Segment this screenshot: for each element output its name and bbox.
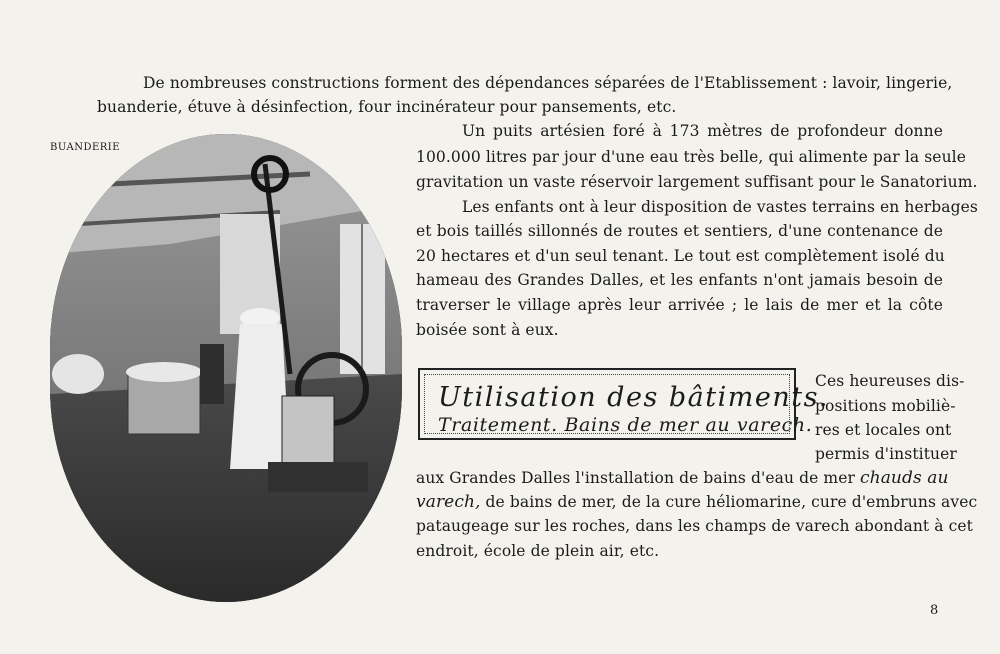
section-subtitle: Traitement. Bains de mer au varech.: [438, 414, 813, 436]
paragraph4-line4: endroit, école de plein air, etc.: [416, 542, 660, 560]
paragraph2-line2: 100.000 litres par jour d'une eau très belle, qui alimente par la seule: [416, 148, 966, 166]
paragraph1-line1: De nombreuses constructions forment des dépendances séparées de l'Etablissement : lavoir, lingerie,: [143, 74, 953, 92]
side-text-line1: Ces heureuses dis-: [815, 372, 965, 390]
page-number: 8: [930, 603, 939, 618]
paragraph4-line2-italic: varech,: [416, 492, 481, 512]
side-text-line3: res et locales ont: [815, 421, 952, 439]
side-text-line4: permis d'instituer: [815, 445, 957, 463]
paragraph3-line4: hameau des Grandes Dalles, et les enfants n'ont jamais besoin de: [416, 271, 943, 289]
paragraph4-line2: [416, 492, 978, 512]
paragraph3-line3: 20 hectares et d'un seul tenant. Le tout est complètement isolé du: [416, 247, 945, 265]
paragraph4-line1-italic: chauds au: [860, 468, 949, 488]
paragraph4-line1-start: aux Grandes Dalles l'installation de bains d'eau de mer: [416, 469, 855, 487]
laundry-photo: [50, 134, 402, 602]
paragraph3-line5: traverser le village après leur arrivée ; le lais de mer et la côte: [416, 296, 943, 314]
paragraph2-line1: Un puits artésien foré à 173 mètres de profondeur donne: [462, 122, 943, 140]
photo-caption: BUANDERIE: [50, 142, 121, 153]
paragraph4-line3: pataugeage sur les roches, dans les champs de varech abondant à cet: [416, 517, 974, 535]
paragraph3-line2: et bois taillés sillonnés de routes et sentiers, d'une contenance de: [416, 222, 943, 240]
paragraph1-line2: buanderie, étuve à désinfection, four incinérateur pour pansements, etc.: [97, 98, 677, 116]
section-heading-box: [418, 368, 830, 440]
laundry-illustration: [50, 134, 402, 602]
side-text-line2: positions mobiliè-: [815, 397, 956, 415]
paragraph4-line2-rest: de bains de mer, de la cure héliomarine, cure d'embruns avec: [485, 493, 978, 511]
paragraph2-line3: gravitation un vaste réservoir largement suffisant pour le Sanatorium.: [416, 173, 978, 191]
paragraph3-line1: Les enfants ont à leur disposition de vastes terrains en herbages: [462, 198, 978, 216]
paragraph4-line1: [416, 468, 949, 488]
paragraph3-line6: boisée sont à eux.: [416, 321, 559, 339]
section-title: Utilisation des bâtiments.: [438, 382, 830, 413]
